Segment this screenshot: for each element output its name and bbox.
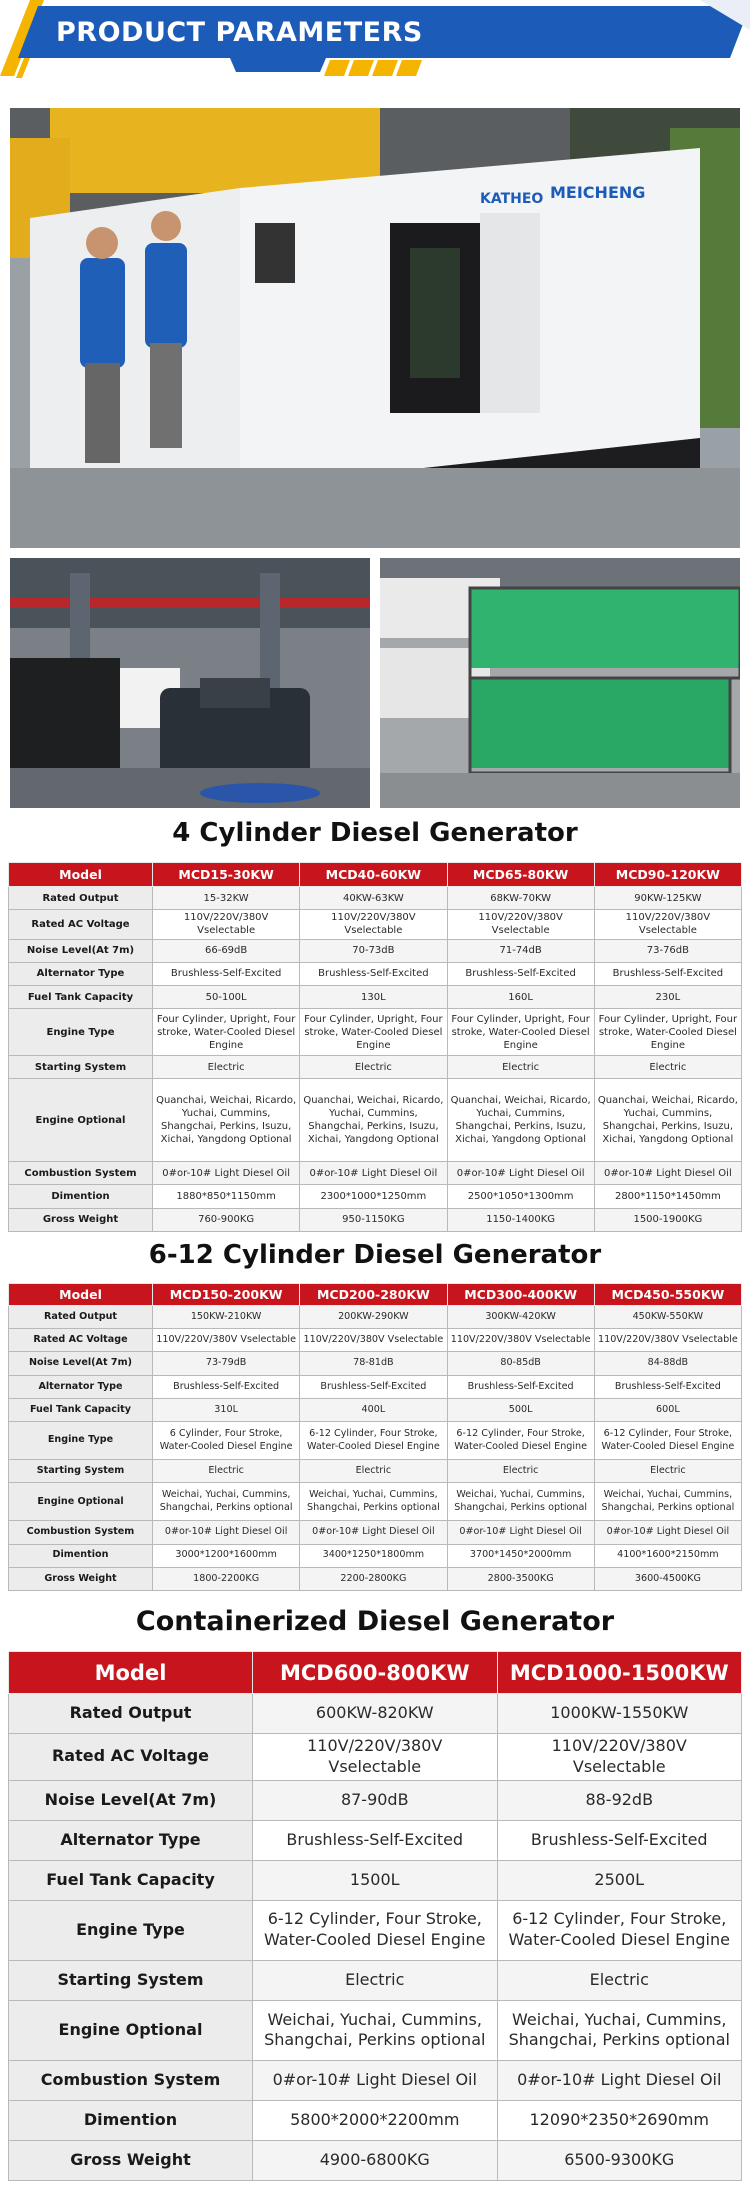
cell: 0#or-10# Light Diesel Oil xyxy=(153,1521,300,1544)
row-label: Starting System xyxy=(9,1960,253,2000)
cell: Electric xyxy=(447,1460,594,1483)
cell: 2300*1000*1250mm xyxy=(300,1185,447,1208)
cell: 3700*1450*2000mm xyxy=(447,1544,594,1567)
cell: Electric xyxy=(447,1055,594,1078)
spec-table-6-12-cylinder xyxy=(8,1283,742,1591)
table-row xyxy=(9,1208,742,1231)
cell: 80-85dB xyxy=(447,1352,594,1375)
cell: 110V/220V/380V Vselectable xyxy=(447,910,594,939)
cell: 3600-4500KG xyxy=(594,1567,741,1590)
row-label: Engine Optional xyxy=(9,2000,253,2060)
table-row xyxy=(9,1960,742,2000)
cell: Electric xyxy=(594,1055,741,1078)
cell: 0#or-10# Light Diesel Oil xyxy=(153,1162,300,1185)
table-row xyxy=(9,2100,742,2140)
cell: 1150-1400KG xyxy=(447,1208,594,1231)
cell: 600KW-820KW xyxy=(253,1694,498,1734)
row-label: Engine Type xyxy=(9,1422,153,1460)
cell: 6 Cylinder, Four Stroke, Water-Cooled Diesel Engine xyxy=(153,1422,300,1460)
row-label: Starting System xyxy=(9,1055,153,1078)
cell: Brushless-Self-Excited xyxy=(300,962,447,985)
header-model-2: MCD200-280KW xyxy=(300,1284,447,1306)
cell: Four Cylinder, Upright, Four stroke, Water-Cooled Diesel Engine xyxy=(153,1009,300,1056)
table-row xyxy=(9,1460,742,1483)
table-row xyxy=(9,910,742,939)
cell: Four Cylinder, Upright, Four stroke, Water-Cooled Diesel Engine xyxy=(447,1009,594,1056)
table-title-4-cylinder: 4 Cylinder Diesel Generator xyxy=(172,818,578,848)
row-label: Combustion System xyxy=(9,1521,153,1544)
header-model-4: MCD450-550KW xyxy=(594,1284,741,1306)
cell: 110V/220V/380V Vselectable xyxy=(153,1329,300,1352)
cell: Quanchai, Weichai, Ricardo, Yuchai, Cummins, Shangchai, Perkins, Isuzu, Xichai, Yangdong Optional xyxy=(447,1079,594,1162)
cell: 110V/220V/380V Vselectable xyxy=(153,910,300,939)
row-label: Noise Level(At 7m) xyxy=(9,939,153,962)
table-row xyxy=(9,1009,742,1056)
row-label: Alternator Type xyxy=(9,1820,253,1860)
cell: 110V/220V/380V Vselectable xyxy=(497,1734,742,1781)
cell: 66-69dB xyxy=(153,939,300,962)
row-label: Gross Weight xyxy=(9,2140,253,2180)
row-label: Dimention xyxy=(9,2100,253,2140)
row-label: Rated Output xyxy=(9,887,153,910)
warehouse-photo xyxy=(380,558,740,808)
table-row xyxy=(9,1375,742,1398)
table-row xyxy=(9,1398,742,1421)
cell: Weichai, Yuchai, Cummins, Shangchai, Perkins optional xyxy=(594,1483,741,1521)
cell: 2800-3500KG xyxy=(447,1567,594,1590)
row-label: Gross Weight xyxy=(9,1208,153,1231)
cell: 5800*2000*2200mm xyxy=(253,2100,498,2140)
cell: 73-76dB xyxy=(594,939,741,962)
cell: 15-32KW xyxy=(153,887,300,910)
row-label: Engine Optional xyxy=(9,1079,153,1162)
cell: 110V/220V/380V Vselectable xyxy=(300,910,447,939)
cell: Electric xyxy=(253,1960,498,2000)
table-row xyxy=(9,986,742,1009)
row-label: Rated Output xyxy=(9,1694,253,1734)
cell: Brushless-Self-Excited xyxy=(447,1375,594,1398)
cell: Brushless-Self-Excited xyxy=(153,962,300,985)
cell: 950-1150KG xyxy=(300,1208,447,1231)
cell: 0#or-10# Light Diesel Oil xyxy=(300,1162,447,1185)
cell: Brushless-Self-Excited xyxy=(594,962,741,985)
row-label: Rated AC Voltage xyxy=(9,910,153,939)
cell: 88-92dB xyxy=(497,1780,742,1820)
table-row xyxy=(9,1694,742,1734)
header-model-1: MCD600-800KW xyxy=(253,1652,498,1694)
cell: Quanchai, Weichai, Ricardo, Yuchai, Cummins, Shangchai, Perkins, Isuzu, Xichai, Yangdong Optional xyxy=(300,1079,447,1162)
product-parameters-banner xyxy=(0,0,750,88)
header-model-2: MCD40-60KW xyxy=(300,863,447,887)
cell: 760-900KG xyxy=(153,1208,300,1231)
cell: 1500L xyxy=(253,1860,498,1900)
table-row xyxy=(9,1329,742,1352)
row-label: Gross Weight xyxy=(9,1567,153,1590)
cell: Brushless-Self-Excited xyxy=(447,962,594,985)
header-model-3: MCD65-80KW xyxy=(447,863,594,887)
generator-photo-main xyxy=(10,108,740,548)
header-model-2: MCD1000-1500KW xyxy=(497,1652,742,1694)
row-label: Rated Output xyxy=(9,1306,153,1329)
cell: 70-73dB xyxy=(300,939,447,962)
cell: 40KW-63KW xyxy=(300,887,447,910)
row-label: Noise Level(At 7m) xyxy=(9,1352,153,1375)
generator-brand-text-2: MEICHENG xyxy=(550,183,646,202)
table-row xyxy=(9,1306,742,1329)
cell: Electric xyxy=(153,1055,300,1078)
factory-photo xyxy=(10,558,370,808)
spec-table-containerized xyxy=(8,1651,742,2181)
cell: Quanchai, Weichai, Ricardo, Yuchai, Cummins, Shangchai, Perkins, Isuzu, Xichai, Yangdong Optional xyxy=(153,1079,300,1162)
cell: 84-88dB xyxy=(594,1352,741,1375)
table-row xyxy=(9,1820,742,1860)
cell: 310L xyxy=(153,1398,300,1421)
table-row xyxy=(9,1162,742,1185)
row-label: Rated AC Voltage xyxy=(9,1329,153,1352)
cell: 0#or-10# Light Diesel Oil xyxy=(447,1162,594,1185)
cell: 1800-2200KG xyxy=(153,1567,300,1590)
table-row xyxy=(9,1352,742,1375)
cell: 0#or-10# Light Diesel Oil xyxy=(594,1162,741,1185)
cell: 2800*1150*1450mm xyxy=(594,1185,741,1208)
cell: Weichai, Yuchai, Cummins, Shangchai, Perkins optional xyxy=(497,2000,742,2060)
cell: 0#or-10# Light Diesel Oil xyxy=(300,1521,447,1544)
cell: 3000*1200*1600mm xyxy=(153,1544,300,1567)
generator-brand-text: KATHEO xyxy=(480,191,544,207)
cell: Brushless-Self-Excited xyxy=(253,1820,498,1860)
cell: 2500L xyxy=(497,1860,742,1900)
table-header-row xyxy=(9,1652,742,1694)
cell: 87-90dB xyxy=(253,1780,498,1820)
cell: 78-81dB xyxy=(300,1352,447,1375)
row-label: Fuel Tank Capacity xyxy=(9,1398,153,1421)
row-label: Noise Level(At 7m) xyxy=(9,1780,253,1820)
table-row xyxy=(9,1860,742,1900)
cell: Weichai, Yuchai, Cummins, Shangchai, Perkins optional xyxy=(253,2000,498,2060)
cell: Electric xyxy=(497,1960,742,2000)
table-row xyxy=(9,1780,742,1820)
header-model-4: MCD90-120KW xyxy=(594,863,741,887)
row-label: Engine Type xyxy=(9,1900,253,1960)
table-row xyxy=(9,2000,742,2060)
table-row xyxy=(9,1521,742,1544)
cell: 6-12 Cylinder, Four Stroke, Water-Cooled Diesel Engine xyxy=(253,1900,498,1960)
cell: 0#or-10# Light Diesel Oil xyxy=(594,1521,741,1544)
row-label: Alternator Type xyxy=(9,1375,153,1398)
cell: Weichai, Yuchai, Cummins, Shangchai, Perkins optional xyxy=(153,1483,300,1521)
table-row xyxy=(9,1483,742,1521)
spec-table-4-cylinder xyxy=(8,862,742,1232)
cell: 6-12 Cylinder, Four Stroke, Water-Cooled Diesel Engine xyxy=(497,1900,742,1960)
cell: 6500-9300KG xyxy=(497,2140,742,2180)
cell: 73-79dB xyxy=(153,1352,300,1375)
table-header-row xyxy=(9,863,742,887)
cell: Brushless-Self-Excited xyxy=(300,1375,447,1398)
table-row xyxy=(9,939,742,962)
row-label: Combustion System xyxy=(9,1162,153,1185)
cell: 3400*1250*1800mm xyxy=(300,1544,447,1567)
cell: 110V/220V/380V Vselectable xyxy=(594,1329,741,1352)
cell: Quanchai, Weichai, Ricardo, Yuchai, Cummins, Shangchai, Perkins, Isuzu, Xichai, Yangdong Optional xyxy=(594,1079,741,1162)
cell: Brushless-Self-Excited xyxy=(594,1375,741,1398)
cell: 110V/220V/380V Vselectable xyxy=(447,1329,594,1352)
cell: 300KW-420KW xyxy=(447,1306,594,1329)
table-row xyxy=(9,2140,742,2180)
row-label: Starting System xyxy=(9,1460,153,1483)
cell: Electric xyxy=(300,1460,447,1483)
row-label: Fuel Tank Capacity xyxy=(9,986,153,1009)
cell: 1000KW-1550KW xyxy=(497,1694,742,1734)
table-title-containerized: Containerized Diesel Generator xyxy=(135,1606,615,1637)
cell: 110V/220V/380V Vselectable xyxy=(594,910,741,939)
table-row xyxy=(9,1734,742,1781)
cell: Brushless-Self-Excited xyxy=(497,1820,742,1860)
header-model-3: MCD300-400KW xyxy=(447,1284,594,1306)
cell: 12090*2350*2690mm xyxy=(497,2100,742,2140)
cell: 4900-6800KG xyxy=(253,2140,498,2180)
cell: 6-12 Cylinder, Four Stroke, Water-Cooled Diesel Engine xyxy=(447,1422,594,1460)
cell: 68KW-70KW xyxy=(447,887,594,910)
row-label: Alternator Type xyxy=(9,962,153,985)
cell: 160L xyxy=(447,986,594,1009)
cell: Electric xyxy=(153,1460,300,1483)
row-label: Rated AC Voltage xyxy=(9,1734,253,1781)
row-label: Dimention xyxy=(9,1185,153,1208)
table-title-6-12-cylinder: 6-12 Cylinder Diesel Generator xyxy=(148,1240,602,1270)
cell: 130L xyxy=(300,986,447,1009)
cell: 2200-2800KG xyxy=(300,1567,447,1590)
cell: 6-12 Cylinder, Four Stroke, Water-Cooled Diesel Engine xyxy=(594,1422,741,1460)
cell: Electric xyxy=(594,1460,741,1483)
cell: Weichai, Yuchai, Cummins, Shangchai, Perkins optional xyxy=(300,1483,447,1521)
cell: Brushless-Self-Excited xyxy=(153,1375,300,1398)
cell: 90KW-125KW xyxy=(594,887,741,910)
row-label: Dimention xyxy=(9,1544,153,1567)
cell: 600L xyxy=(594,1398,741,1421)
cell: 150KW-210KW xyxy=(153,1306,300,1329)
table-row xyxy=(9,962,742,985)
cell: 110V/220V/380V Vselectable xyxy=(300,1329,447,1352)
table-row xyxy=(9,1567,742,1590)
cell: 2500*1050*1300mm xyxy=(447,1185,594,1208)
cell: 230L xyxy=(594,986,741,1009)
row-label: Engine Optional xyxy=(9,1483,153,1521)
cell: 1880*850*1150mm xyxy=(153,1185,300,1208)
cell: 6-12 Cylinder, Four Stroke, Water-Cooled Diesel Engine xyxy=(300,1422,447,1460)
table-row xyxy=(9,1055,742,1078)
cell: 450KW-550KW xyxy=(594,1306,741,1329)
cell: 500L xyxy=(447,1398,594,1421)
cell: 50-100L xyxy=(153,986,300,1009)
cell: 71-74dB xyxy=(447,939,594,962)
banner-title: PRODUCT PARAMETERS xyxy=(56,17,423,48)
cell: Four Cylinder, Upright, Four stroke, Water-Cooled Diesel Engine xyxy=(594,1009,741,1056)
cell: 0#or-10# Light Diesel Oil xyxy=(447,1521,594,1544)
cell: 110V/220V/380V Vselectable xyxy=(253,1734,498,1781)
row-label: Fuel Tank Capacity xyxy=(9,1860,253,1900)
cell: 1500-1900KG xyxy=(594,1208,741,1231)
table-row xyxy=(9,2060,742,2100)
table-row xyxy=(9,1422,742,1460)
table-row xyxy=(9,1185,742,1208)
header-model: Model xyxy=(9,1284,153,1306)
table-row xyxy=(9,887,742,910)
cell: Weichai, Yuchai, Cummins, Shangchai, Perkins optional xyxy=(447,1483,594,1521)
cell: 0#or-10# Light Diesel Oil xyxy=(253,2060,498,2100)
header-model: Model xyxy=(9,1652,253,1694)
cell: 4100*1600*2150mm xyxy=(594,1544,741,1567)
row-label: Engine Type xyxy=(9,1009,153,1056)
table-header-row xyxy=(9,1284,742,1306)
cell: 400L xyxy=(300,1398,447,1421)
header-model-1: MCD150-200KW xyxy=(153,1284,300,1306)
cell: Electric xyxy=(300,1055,447,1078)
header-model-1: MCD15-30KW xyxy=(153,863,300,887)
row-label: Combustion System xyxy=(9,2060,253,2100)
header-model: Model xyxy=(9,863,153,887)
table-row xyxy=(9,1544,742,1567)
cell: 0#or-10# Light Diesel Oil xyxy=(497,2060,742,2100)
cell: Four Cylinder, Upright, Four stroke, Water-Cooled Diesel Engine xyxy=(300,1009,447,1056)
table-row xyxy=(9,1900,742,1960)
table-row xyxy=(9,1079,742,1162)
cell: 200KW-290KW xyxy=(300,1306,447,1329)
